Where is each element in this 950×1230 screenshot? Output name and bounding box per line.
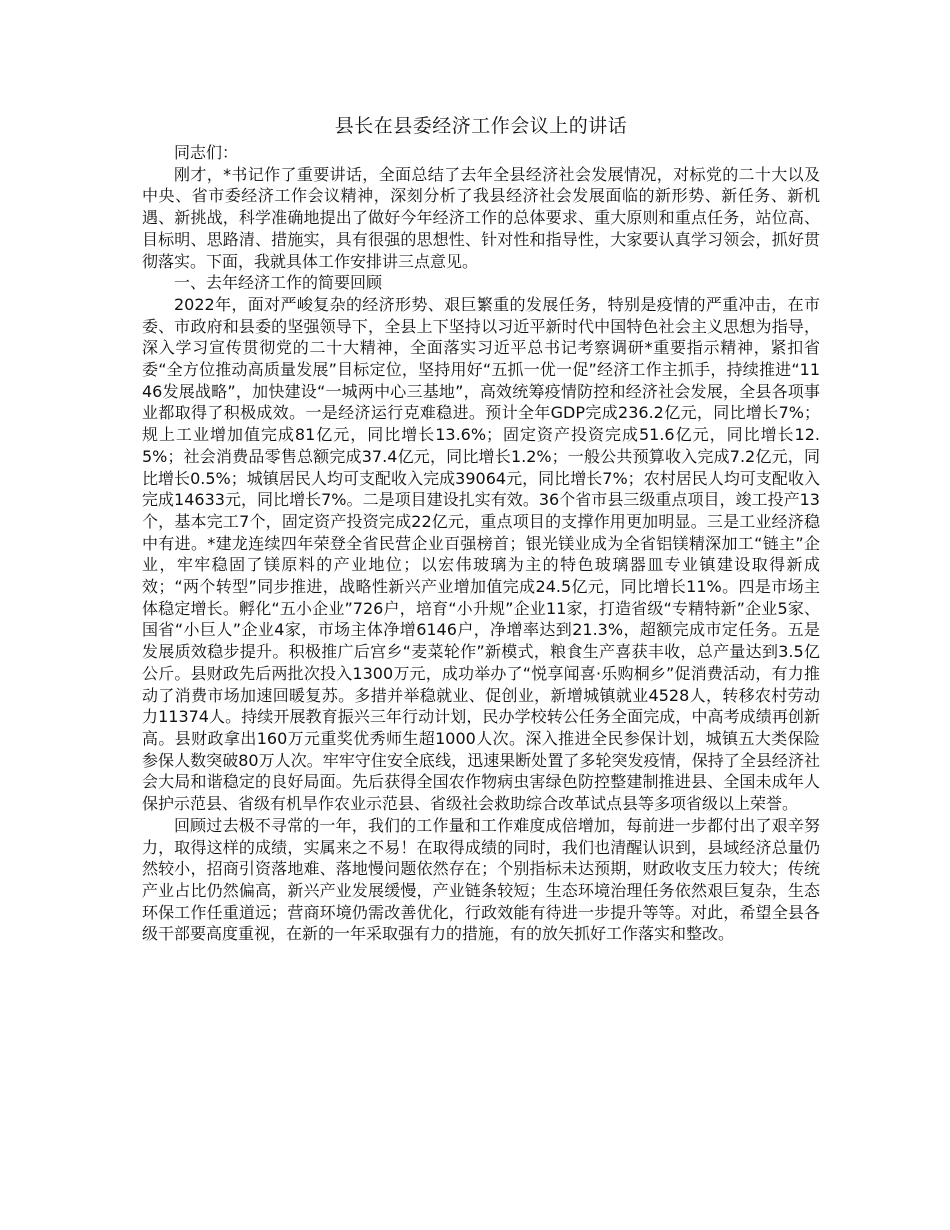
opening-paragraph: 刚才，*书记作了重要讲话，全面总结了去年全县经济社会发展情况，对标党的二十大以及中央、省市委经济工作会议精神，深刻分析了我县经济社会发展面临的新形势、新任务、新机遇、新挑战，科学准确地提出了做好今年经济工作的总体要求、重大原则和重点任务，站位高、目标明、思路清、措施实，具有很强的思想性、针对性和指导性，大家要认真学习领会，抓好贯彻落实。下面，我就具体工作安排讲三点意见。 (142, 164, 820, 271)
salutation: 同志们： (174, 143, 239, 162)
review-paragraph: 2022年，面对严峻复杂的经济形势、艰巨繁重的发展任务，特别是疫情的严重冲击，在市委、市政府和县委的坚强领导下，全县上下坚持以习近平新时代中国特色社会主义思想为指导，深入学习宣传贯彻党的二十大精神，全面落实习近平总书记考察调研*重要指示精神，紧扣省委“全方位推动高质量发展”目标定位，坚持用好“五抓一优一促”经济工作主抓手，持续推进“1146发展战略”，加快建设“一城两中心三基地”，高效统筹疫情防控和经济社会发展，全县各项事业都取得了积极成效。一是经济运行克难稳进。预计全年GDP完成236.2亿元，同比增长7%；规上工业增加值完成81亿元，同比增长13.6%；固定资产投资完成51.6亿元，同比增长12.5%；社会消费品零售总额完成37.4亿元，同比增长1.2%；一般公共预算收入完成7.2亿元，同比增长0.5%；城镇居民人均可支配收入完成39064元，同比增长7%；农村居民人均可支配收入完成14633元，同比增长7%。二是项目建设扎实有效。36个省市县三级重点项目，竣工投产13个，基本完工7个，固定资产投资完成22亿元，重点项目的支撑作用更加明显。三是工业经济稳中有进。*建龙连续四年荣登全省民营企业百强榜首；银光镁业成为全省铝镁精深加工“链主”企业，牢牢稳固了镁原料的产业地位；以宏伟玻璃为主的特色玻璃器皿专业镇建设取得新成效；“两个转型”同步推进，战略性新兴产业增加值完成24.5亿元，同比增长11%。四是市场主体稳定增长。孵化“五小企业”726户，培育“小升规”企业11家，打造省级“专精特新”企业5家、国省“小巨人”企业4家，市场主体净增6146户，净增率达到21.3%，超额完成市定任务。五是发展质效稳步提升。积极推广后宫乡“麦菜轮作”新模式，粮食生产喜获丰收，总产量达到3.5亿公斤。县财政先后两批次投入1300万元，成功举办了“悦享闻喜·乐购桐乡”促消费活动，有力推动了消费市场加速回暖复苏。多措并举稳就业、促创业，新增城镇就业4528人，转移农村劳动力11374人。持续开展教育振兴三年行动计划，民办学校转公任务全面完成，中高考成绩再创新高。县财政拿出160万元重奖优秀师生超1000人次。深入推进全民参保计划，城镇五大类保险参保人数突破80万人次。牢牢守住安全底线，迅速果断处置了多轮突发疫情，保持了全县经济社会大局和谐稳定的良好局面。先后获得全国农作物病虫害绿色防控整建制推进县、全国未成年人保护示范县、省级有机旱作农业示范县、省级社会救助综合改革试点县等多项省级以上荣誉。 (142, 294, 820, 814)
reflection-paragraph: 回顾过去极不寻常的一年，我们的工作量和工作难度成倍增加，每前进一步都付出了艰辛努力，取得这样的成绩，实属来之不易！在取得成绩的同时，我们也清醒认识到，县域经济总量仍然较小，招商引资落地难、落地慢问题依然存在；个别指标未达预期，财政收支压力较大；传统产业占比仍然偏高，新兴产业发展缓慢，产业链条较短；生态环境治理任务依然艰巨复杂，生态环保工作任重道远；营商环境仍需改善优化，行政效能有待进一步提升等等。对此，希望全县各级干部要高度重视，在新的一年采取强有力的措施，有的放矢抓好工作落实和整改。 (142, 815, 820, 944)
section-heading: 一、去年经济工作的简要回顾 (174, 273, 383, 293)
document-page (142, 112, 820, 945)
document-title: 县长在县委经济工作会议上的讲话 (334, 115, 628, 137)
